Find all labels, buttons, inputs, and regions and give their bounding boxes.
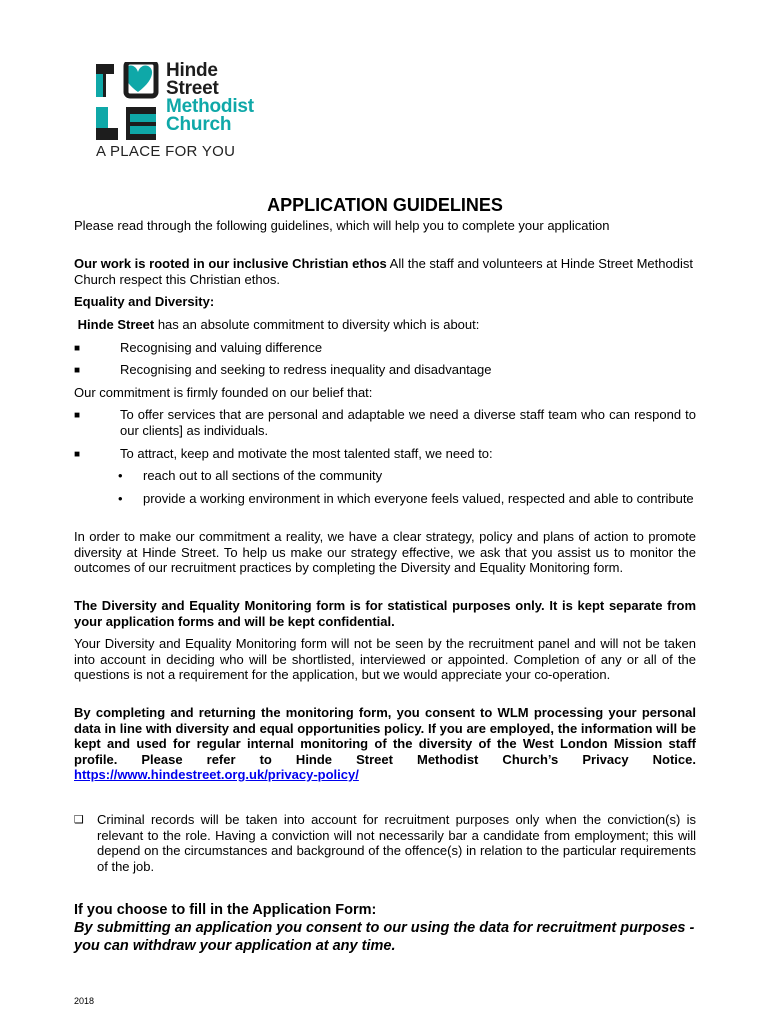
logo-line-3: Methodist xyxy=(166,96,254,117)
not-seen-paragraph: Your Diversity and Equality Monitoring form will not be seen by the recruitment panel and will not be taken into account in deciding who will be shortlisted, interviewed or appointed. Completion of any or all of the questions is not a requirement for the application, but we would appreciate your co-operation. xyxy=(74,636,696,682)
need-item-1: reach out to all sections of the community xyxy=(143,468,383,483)
dot-bullet-icon: • xyxy=(118,468,123,483)
belief-item-1: To offer services that are personal and adaptable we need a diverse staff team who can respond to our clients] as individuals. xyxy=(120,407,696,438)
fill-consent: By submitting an application you consent to our using the data for recruitment purposes - you can withdraw your application at any time. xyxy=(74,920,695,954)
commitment-bold: Hinde Street xyxy=(77,317,155,332)
logo-line-4: Church xyxy=(166,114,232,135)
consent-paragraph xyxy=(74,705,696,783)
logo-line-2: Street xyxy=(166,78,219,99)
fill-heading: If you choose to fill in the Application Form: xyxy=(74,902,377,918)
checkbox-bullet-icon: ❑ xyxy=(74,814,84,826)
page-title: APPLICATION GUIDELINES xyxy=(267,195,503,215)
ethos-text: All the staff and volunteers at Hinde Street Methodist Church respect this Christian ethos. xyxy=(74,256,693,287)
logo-tagline: A PLACE FOR YOU xyxy=(96,143,236,160)
statistical-paragraph: The Diversity and Equality Monitoring form is for statistical purposes only. It is kept separate from your application forms and will be kept confidential. xyxy=(74,598,696,629)
commitment-line xyxy=(74,317,696,333)
square-bullet-icon: ■ xyxy=(74,343,81,354)
belief-intro: Our commitment is firmly founded on our belief that: xyxy=(74,385,373,400)
need-item-2: provide a working environment in which everyone feels valued, respected and able to contribute xyxy=(143,491,694,506)
logo-line-1: Hinde xyxy=(166,60,218,81)
belief-item-2: To attract, keep and motivate the most talented staff, we need to: xyxy=(120,446,493,461)
about-item-1: Recognising and valuing difference xyxy=(120,340,323,355)
ethos-bold: Our work is rooted in our inclusive Christian ethos xyxy=(74,256,387,271)
about-item-2: Recognising and seeking to redress inequality and disadvantage xyxy=(120,362,492,377)
intro-text: Please read through the following guidelines, which will help you to complete your application xyxy=(74,218,610,233)
commitment-text: has an absolute commitment to diversity which is about: xyxy=(154,317,480,332)
cross-logo-icon xyxy=(94,62,160,142)
square-bullet-icon: ■ xyxy=(74,449,81,460)
ethos-paragraph xyxy=(74,256,696,287)
strategy-paragraph: In order to make our commitment a reality, we have a clear strategy, policy and plans of action to promote diversity at Hinde Street. To help us make our strategy effective, we ask that you assist us to monitor the outcomes of our recruitment practices by completing the Diversity and Equality Monitoring form. xyxy=(74,529,696,575)
square-bullet-icon: ■ xyxy=(74,410,81,421)
square-bullet-icon: ■ xyxy=(74,365,81,376)
equality-heading: Equality and Diversity: xyxy=(74,294,215,309)
church-logo xyxy=(94,58,294,166)
footer-year: 2018 xyxy=(74,996,95,1006)
criminal-records-paragraph: Criminal records will be taken into account for recruitment purposes only when the conviction(s) is relevant to the role. Having a conviction will not necessarily bar a candidate from employment; this will depend on the circumstances and background of the offence(s) in relation to the particular requirements of the job. xyxy=(97,812,696,874)
consent-text: By completing and returning the monitoring form, you consent to WLM processing your personal data in line with diversity and equal opportunities policy. If you are employed, the information will be kept and used for regular internal monitoring of the diversity of the West London Mission staff profile. Please refer to Hinde Street Methodist Church’s Privacy Notice. xyxy=(74,705,696,767)
logo-wordmark xyxy=(166,62,254,134)
privacy-policy-link[interactable]: https://www.hindestreet.org.uk/privacy-policy/ xyxy=(74,767,359,782)
dot-bullet-icon: • xyxy=(118,491,123,506)
